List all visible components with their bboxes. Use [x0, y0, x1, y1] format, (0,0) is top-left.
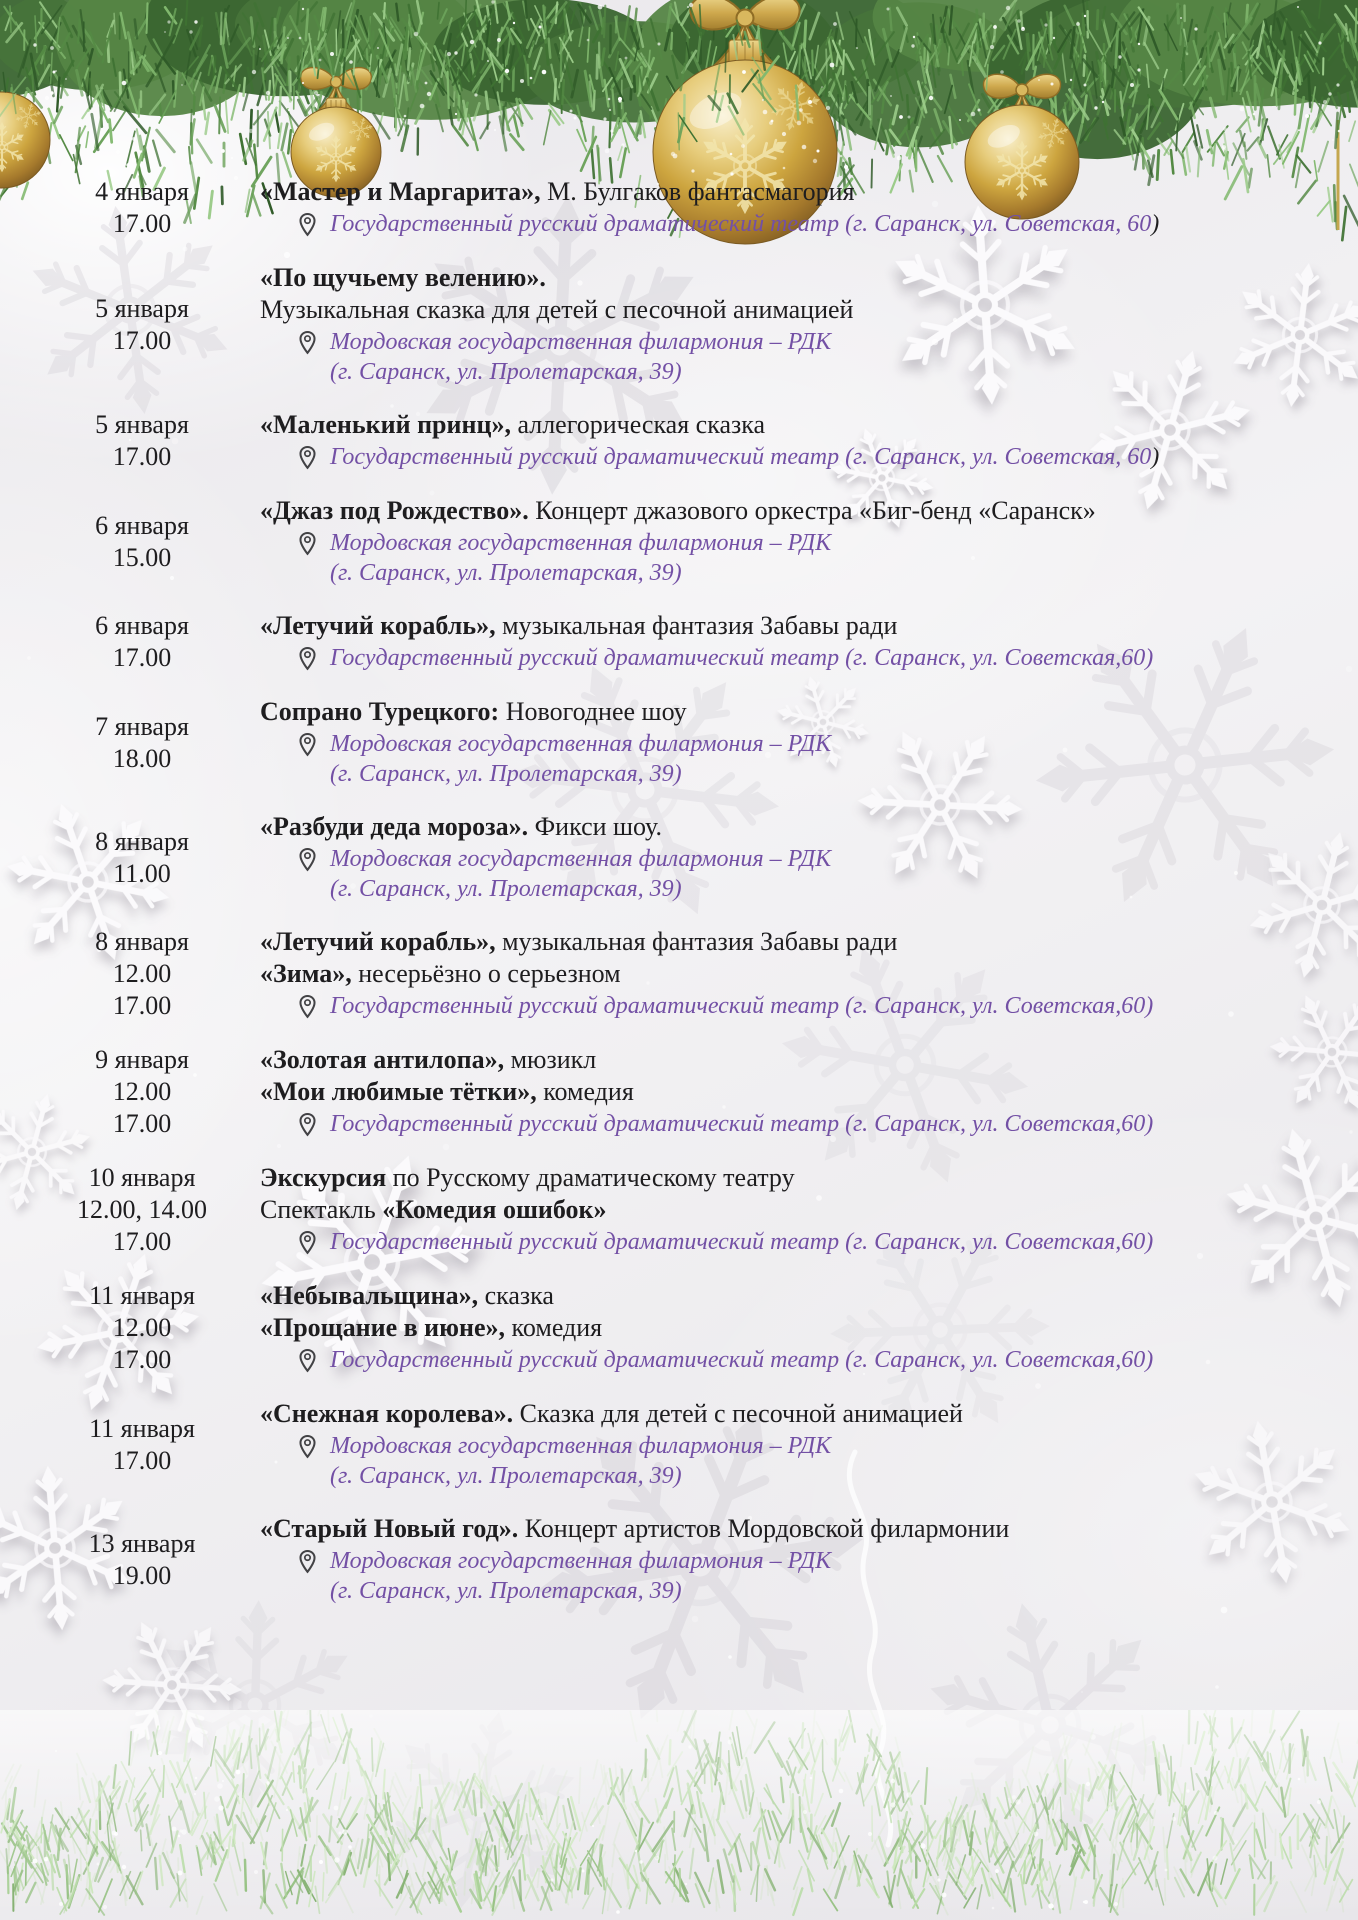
event-time: 17.00 [112, 325, 172, 355]
event-time: 17.00 [112, 1445, 172, 1475]
event-title-line [260, 696, 1314, 728]
event-date: 11 января [89, 1281, 195, 1310]
event-content [260, 696, 1314, 789]
event-title-text: Музыкальная сказка для детей с песочной анимацией [260, 295, 854, 324]
event-row [58, 262, 1314, 387]
event-dates [58, 1162, 226, 1258]
event-dates [58, 1044, 226, 1140]
event-title-line [260, 1280, 1314, 1312]
event-content [260, 176, 1314, 240]
event-title-text: несерьёзно о серьезном [351, 959, 621, 988]
venue-lines [330, 327, 1314, 387]
event-venue [260, 209, 1314, 239]
event-venue [260, 991, 1314, 1021]
event-dates [58, 926, 226, 1022]
event-title-line [260, 1513, 1314, 1545]
venue-lines [330, 1109, 1314, 1139]
event-title-line [260, 1076, 1314, 1108]
event-title-line [260, 610, 1314, 642]
venue-text: (г. Саранск, ул. Пролетарская, 39) [330, 1578, 682, 1604]
event-date: 9 января [95, 1045, 189, 1074]
event-title-text: комедия [536, 1077, 634, 1106]
event-time: 17.00 [112, 1227, 172, 1256]
event-time: 17.00 [112, 991, 172, 1020]
venue-text: (г. Саранск, ул. Пролетарская, 39) [330, 761, 682, 787]
event-title-line [260, 1398, 1314, 1430]
event-time: 12.00, 14.00 [77, 1195, 207, 1224]
event-venue [260, 327, 1314, 387]
event-dates [58, 696, 226, 789]
event-title-line [260, 262, 1314, 294]
event-title-text: Новогоднее шоу [499, 697, 687, 726]
event-date: 5 января [95, 293, 189, 323]
event-content [260, 1398, 1314, 1491]
venue-text: Мордовская государственная филармония – РДК [330, 846, 832, 872]
location-pin-icon [298, 212, 317, 237]
event-title-emphasis: «Джаз под Рождество». [260, 496, 529, 525]
venue-text: Государственный русский драматический театр (г. Саранск, ул. Советская,60) [330, 645, 1154, 671]
event-content [260, 495, 1314, 588]
location-pin-icon [298, 646, 317, 671]
event-venue [260, 729, 1314, 789]
event-time: 12.00 [112, 1077, 172, 1106]
event-title-emphasis: «Зима», [260, 959, 352, 988]
event-dates [58, 262, 226, 387]
venue-text: Государственный русский драматический театр (г. Саранск, ул. Советская,60) [330, 993, 1154, 1019]
venue-line [330, 729, 1314, 759]
event-title-emphasis: «Комедия ошибок» [382, 1195, 607, 1224]
venue-text: Государственный русский драматический театр (г. Саранск, ул. Советская,60) [330, 1111, 1154, 1137]
event-dates [58, 495, 226, 588]
event-content [260, 1044, 1314, 1140]
venue-line [330, 1109, 1314, 1139]
event-row [58, 811, 1314, 904]
venue-line [330, 1546, 1314, 1576]
event-row [58, 1513, 1314, 1606]
venue-text: Мордовская государственная филармония – РДК [330, 530, 832, 556]
event-date: 11 января [89, 1413, 195, 1443]
event-time: 17.00 [112, 442, 172, 471]
event-time: 17.00 [112, 643, 172, 672]
event-title-emphasis: Сопрано Турецкого: [260, 697, 500, 726]
event-title-emphasis: «По щучьему велению». [260, 263, 546, 292]
event-venue [260, 1109, 1314, 1139]
event-content [260, 1162, 1314, 1258]
event-time: 17.00 [112, 1109, 172, 1138]
venue-line [330, 759, 1314, 789]
event-title-text: Концерт джазового оркестра «Биг-бенд «Саранск» [528, 496, 1096, 525]
event-title-line [260, 811, 1314, 843]
location-pin-icon [298, 1434, 317, 1459]
venue-text: Государственный русский драматический театр (г. Саранск, ул. Советская,60) [330, 1347, 1154, 1373]
event-row [58, 1398, 1314, 1491]
event-venue [260, 1227, 1314, 1257]
event-title-text: музыкальная фантазия Забавы ради [495, 611, 898, 640]
event-title-text: Сказка для детей с песочной анимацией [513, 1399, 963, 1428]
venue-text-suffix: ) [1151, 444, 1160, 470]
event-content [260, 409, 1314, 473]
event-title-text: Концерт артистов Мордовской филармонии [518, 1514, 1010, 1543]
event-title-line [260, 1194, 1314, 1226]
location-pin-icon [298, 732, 317, 757]
venue-line [330, 643, 1314, 673]
venue-lines [330, 643, 1314, 673]
event-dates [58, 610, 226, 674]
event-title-text: мюзикл [504, 1045, 597, 1074]
event-date: 13 января [88, 1528, 196, 1558]
event-title-text: музыкальная фантазия Забавы ради [495, 927, 898, 956]
venue-line [330, 1576, 1314, 1606]
event-title-emphasis: «Летучий корабль», [260, 611, 496, 640]
event-title-text: сказка [478, 1281, 554, 1310]
event-time: 18.00 [112, 743, 172, 773]
venue-lines [330, 209, 1314, 239]
event-title-line [260, 1312, 1314, 1344]
location-pin-icon [298, 1348, 317, 1373]
event-row [58, 1280, 1314, 1376]
event-row [58, 409, 1314, 473]
venue-text: (г. Саранск, ул. Пролетарская, 39) [330, 876, 682, 902]
event-title-line [260, 926, 1314, 958]
event-time: 17.00 [112, 1345, 172, 1374]
event-title-emphasis: «Снежная королева». [260, 1399, 514, 1428]
event-title-text: Спектакль [260, 1195, 383, 1224]
venue-line [330, 844, 1314, 874]
venue-text: Государственный русский драматический театр (г. Саранск, ул. Советская, 60 [330, 211, 1152, 237]
location-pin-icon [298, 847, 317, 872]
location-pin-icon [298, 1549, 317, 1574]
venue-lines [330, 442, 1314, 472]
event-list [58, 176, 1314, 1628]
event-time: 11.00 [113, 858, 171, 888]
event-content [260, 811, 1314, 904]
event-title-text: по Русскому драматическому театру [386, 1163, 795, 1192]
event-content [260, 610, 1314, 674]
venue-lines [330, 1431, 1314, 1491]
venue-text-suffix: ) [1151, 211, 1160, 237]
event-venue [260, 1546, 1314, 1606]
event-time: 12.00 [112, 959, 172, 988]
venue-lines [330, 991, 1314, 1021]
event-venue [260, 528, 1314, 588]
fir-branches-bottom [0, 1710, 1358, 1920]
venue-line [330, 1461, 1314, 1491]
venue-text: Государственный русский драматический театр (г. Саранск, ул. Советская, 60 [330, 444, 1152, 470]
event-title-line [260, 1162, 1314, 1194]
venue-line [330, 442, 1314, 472]
venue-text: Мордовская государственная филармония – РДК [330, 329, 832, 355]
venue-line [330, 558, 1314, 588]
venue-lines [330, 729, 1314, 789]
event-row [58, 926, 1314, 1022]
venue-text: Мордовская государственная филармония – РДК [330, 1548, 832, 1574]
event-content [260, 1513, 1314, 1606]
event-content [260, 926, 1314, 1022]
event-title-emphasis: «Небывальщина», [260, 1281, 479, 1310]
event-title-line [260, 409, 1314, 441]
event-date: 8 января [95, 826, 189, 856]
event-dates [58, 176, 226, 240]
venue-line [330, 991, 1314, 1021]
event-dates [58, 811, 226, 904]
event-dates [58, 1280, 226, 1376]
venue-lines [330, 528, 1314, 588]
venue-line [330, 357, 1314, 387]
location-pin-icon [298, 1112, 317, 1137]
event-title-line [260, 176, 1314, 208]
venue-lines [330, 1546, 1314, 1606]
venue-line [330, 327, 1314, 357]
event-title-emphasis: «Разбуди деда мороза». [260, 812, 529, 841]
event-title-emphasis: «Золотая антилопа», [260, 1045, 505, 1074]
event-title-emphasis: Экскурсия [260, 1163, 387, 1192]
venue-lines [330, 844, 1314, 904]
event-date: 5 января [95, 410, 189, 439]
event-date: 10 января [88, 1163, 196, 1192]
venue-line [330, 209, 1314, 239]
event-title-text: аллегорическая сказка [510, 410, 766, 439]
event-venue [260, 1345, 1314, 1375]
event-title-emphasis: «Летучий корабль», [260, 927, 496, 956]
event-time: 15.00 [112, 542, 172, 572]
event-row [58, 176, 1314, 240]
event-time: 19.00 [112, 1560, 172, 1590]
event-content [260, 1280, 1314, 1376]
venue-line [330, 1227, 1314, 1257]
event-title-emphasis: «Маленький принц», [260, 410, 511, 439]
event-date: 6 января [95, 510, 189, 540]
venue-text: (г. Саранск, ул. Пролетарская, 39) [330, 560, 682, 586]
event-time: 12.00 [112, 1313, 172, 1342]
venue-line [330, 528, 1314, 558]
venue-lines [330, 1345, 1314, 1375]
location-pin-icon [298, 330, 317, 355]
event-row [58, 696, 1314, 789]
venue-line [330, 1431, 1314, 1461]
venue-text: Мордовская государственная филармония – РДК [330, 731, 832, 757]
event-date: 4 января [95, 177, 189, 206]
event-title-text: Фикси шоу. [528, 812, 662, 841]
event-row [58, 1162, 1314, 1258]
event-venue [260, 1431, 1314, 1491]
event-title-emphasis: «Прощание в июне», [260, 1313, 506, 1342]
venue-text: (г. Саранск, ул. Пролетарская, 39) [330, 359, 682, 385]
event-title-emphasis: «Старый Новый год». [260, 1514, 519, 1543]
event-venue [260, 442, 1314, 472]
location-pin-icon [298, 994, 317, 1019]
venue-line [330, 874, 1314, 904]
event-title-line [260, 294, 1314, 326]
event-venue [260, 643, 1314, 673]
event-content [260, 262, 1314, 387]
venue-lines [330, 1227, 1314, 1257]
event-title-line [260, 958, 1314, 990]
event-row [58, 1044, 1314, 1140]
event-venue [260, 844, 1314, 904]
event-title-text: М. Булгаков фантасмагория [540, 177, 855, 206]
location-pin-icon [298, 531, 317, 556]
event-title-emphasis: «Мастер и Маргарита», [260, 177, 541, 206]
event-dates [58, 1513, 226, 1606]
event-title-emphasis: «Мои любимые тётки», [260, 1077, 537, 1106]
event-date: 6 января [95, 611, 189, 640]
location-pin-icon [298, 1230, 317, 1255]
venue-text: (г. Саранск, ул. Пролетарская, 39) [330, 1463, 682, 1489]
event-title-text: комедия [505, 1313, 603, 1342]
event-date: 8 января [95, 927, 189, 956]
location-pin-icon [298, 445, 317, 470]
event-dates [58, 1398, 226, 1491]
event-dates [58, 409, 226, 473]
event-row [58, 610, 1314, 674]
venue-line [330, 1345, 1314, 1375]
venue-text: Мордовская государственная филармония – РДК [330, 1433, 832, 1459]
event-date: 7 января [95, 711, 189, 741]
event-title-line [260, 495, 1314, 527]
venue-text: Государственный русский драматический театр (г. Саранск, ул. Советская,60) [330, 1229, 1154, 1255]
event-time: 17.00 [112, 209, 172, 238]
event-title-line [260, 1044, 1314, 1076]
event-row [58, 495, 1314, 588]
